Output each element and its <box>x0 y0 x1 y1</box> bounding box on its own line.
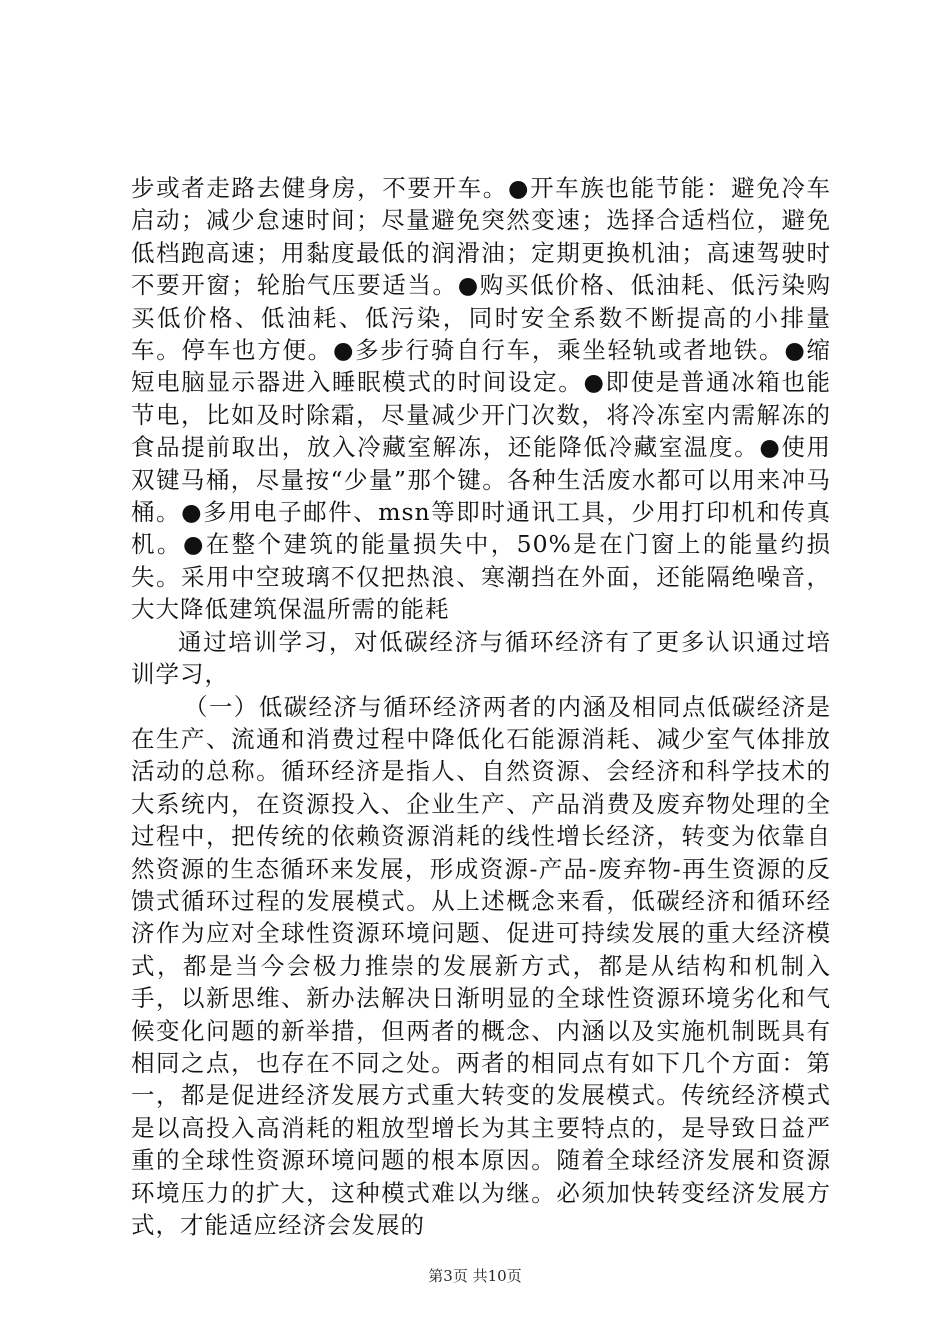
paragraph-energy-saving-tips: 步或者走路去健身房，不要开车。●开车族也能节能：避免冷车启动；减少怠速时间；尽量避免突然变速；选择合适档位，避免低档跑高速；用黏度最低的润滑油；定期更换机油；高速驾驶时不要开窗；轮胎气压要适当。●购买低价格、低油耗、低污染购买低价格、低油耗、低污染，同时安全系数不断提高的小排量车。停车也方便。●多步行骑自行车，乘坐轻轨或者地铁。●缩短电脑显示器进入睡眠模式的时间设定。●即使是普通冰箱也能节电，比如及时除霜，尽量减少开门次数，将冷冻室内需解冻的食品提前取出，放入冷藏室解冻，还能降低冷藏室温度。●使用双键马桶，尽量按“少量”那个键。各种生活废水都可以用来冲马桶。●多用电子邮件、msn等即时通讯工具，少用打印机和传真机。●在整个建筑的能量损失中，50%是在门窗上的能量约损失。采用中空玻璃不仅把热浪、寒潮挡在外面，还能隔绝噪音，大大降低建筑保温所需的能耗 <box>131 174 831 624</box>
paragraph-low-carbon-circular-economy: （一）低碳经济与循环经济两者的内涵及相同点低碳经济是在生产、流通和消费过程中降低化石能源消耗、减少室气体排放活动的总称。循环经济是指人、自然资源、会经济和科学技术的大系统内，在资源投入、企业生产、产品消费及废弃物处理的全过程中，把传统的依赖资源消耗的线性增长经济，转变为依靠自然资源的生态循环来发展，形成资源-产品-废弃物-再生资源的反馈式循环过程的发展模式。从上述概念来看，低碳经济和循环经济作为应对全球性资源环境问题、促进可持续发展的重大经济模式，都是当今会极力推崇的发展新方式，都是从结构和机制入手，以新思维、新办法解决日渐明显的全球性资源环境劣化和气候变化问题的新举措，但两者的概念、内涵以及实施机制既具有相同之点，也存在不同之处。两者的相同点有如下几个方面：第一，都是促进经济发展方式重大转变的发展模式。传统经济模式是以高投入高消耗的粗放型增长为其主要特点的，是导致日益严重的全球性资源环境问题的根本原因。随着全球经济发展和资源环境压力的扩大，这种模式难以为继。必须加快转变经济发展方式，才能适应经济会发展的 <box>131 692 831 1239</box>
paragraph-training-intro: 通过培训学习，对低碳经济与循环经济有了更多认识通过培训学习， <box>131 627 831 689</box>
page-number-footer: 第3页 共10页 <box>428 1267 522 1285</box>
document-body <box>131 172 831 1241</box>
